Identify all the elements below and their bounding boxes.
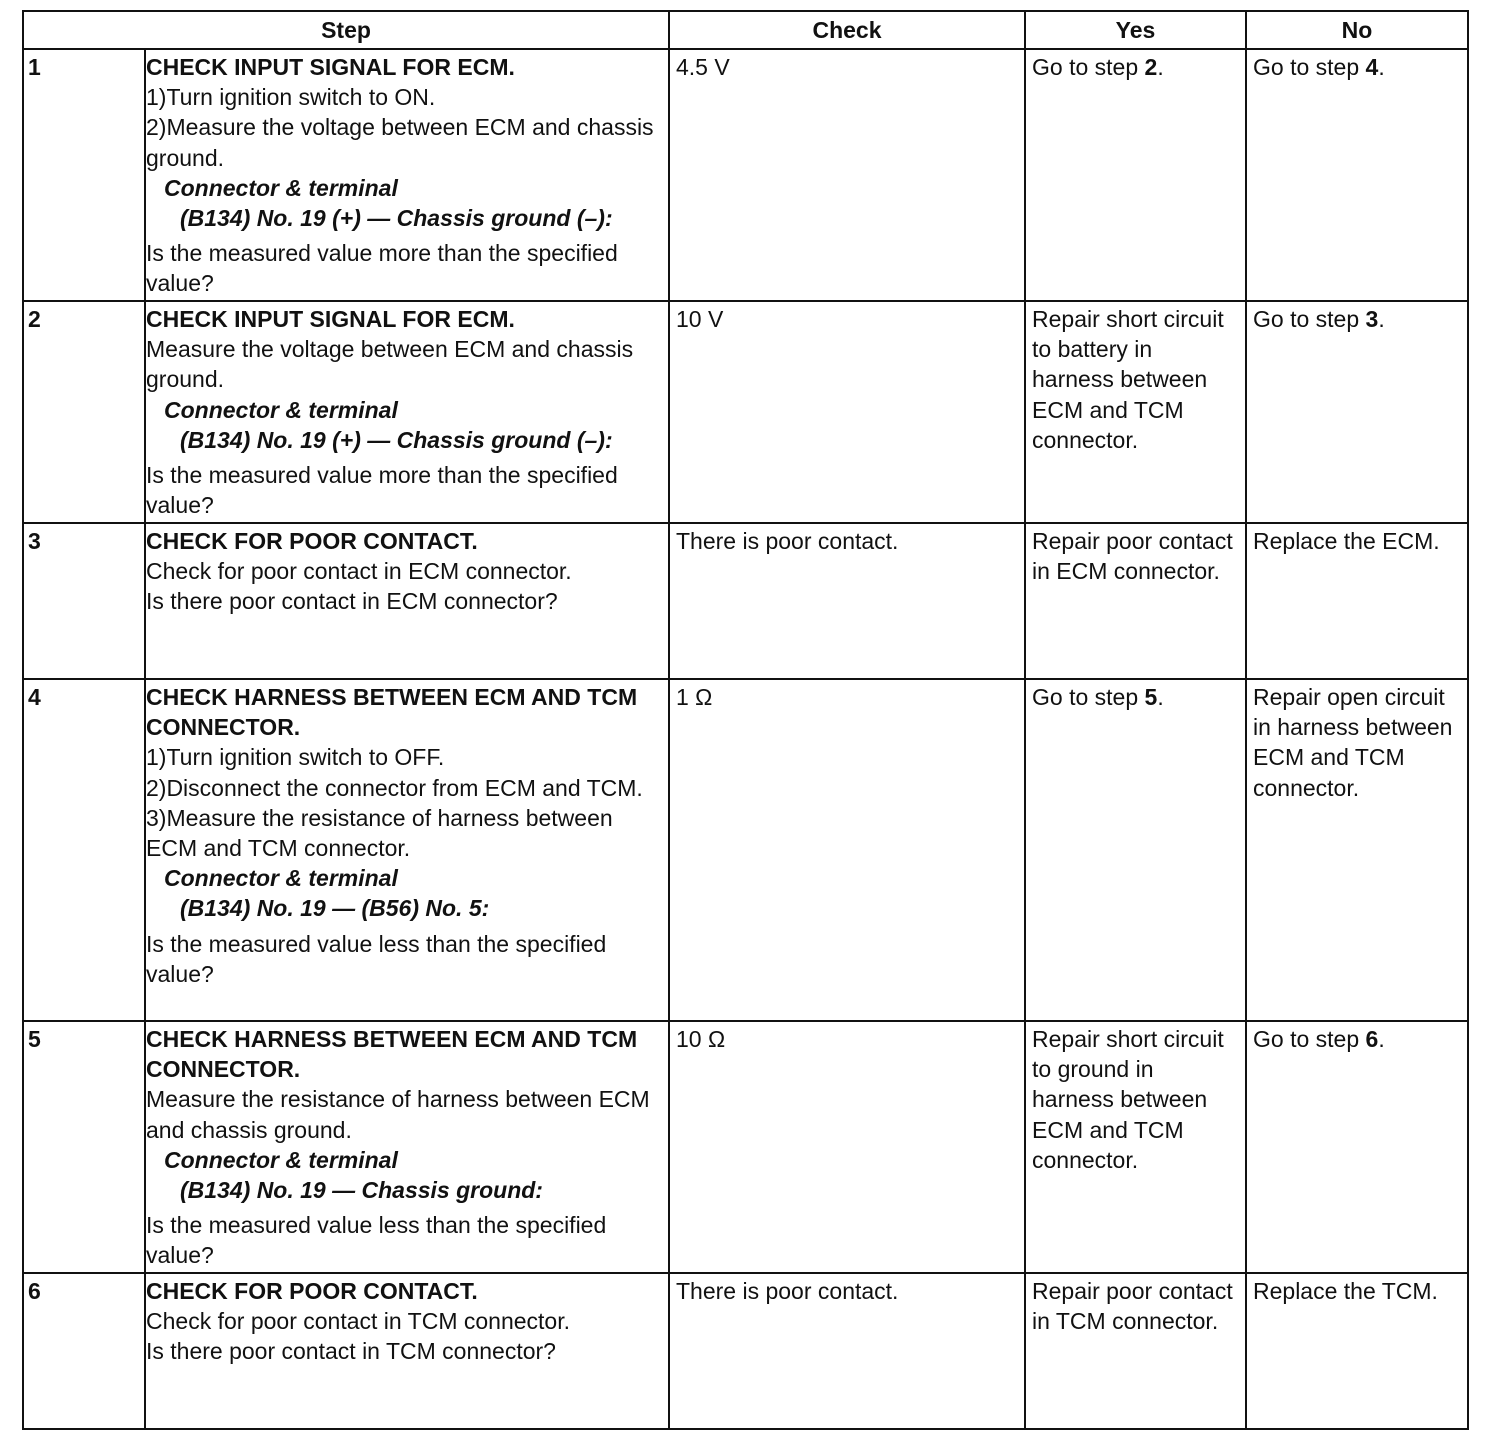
no-step-ref: 6 — [1365, 1026, 1379, 1052]
step-instruction: Check for poor contact in ECM connector. — [146, 558, 572, 585]
table-row — [23, 679, 1468, 1021]
yes-cell — [1025, 523, 1246, 679]
yes-text: Go to step — [1032, 684, 1145, 710]
no-end: . — [1378, 306, 1385, 332]
table-row — [23, 49, 1468, 301]
step-title: CHECK HARNESS BETWEEN ECM AND TCM CONNECTOR. — [146, 684, 638, 741]
table-row — [23, 1021, 1468, 1273]
step-instruction: Measure the voltage between ECM and chassis ground. — [146, 336, 634, 393]
step-question: Is the measured value more than the specified value? — [146, 462, 618, 519]
yes-text: Repair poor contact in TCM connector. — [1032, 1278, 1233, 1335]
step-cell — [145, 679, 669, 1021]
step-title: CHECK INPUT SIGNAL FOR ECM. — [146, 54, 515, 80]
step-number: 4 — [23, 679, 145, 1021]
check-value: 10 Ω — [669, 1021, 1025, 1273]
no-cell — [1246, 301, 1468, 523]
connector-terminal: (B134) No. 19 (+) — Chassis ground (–): — [180, 426, 613, 453]
header-no: No — [1246, 11, 1468, 49]
step-title: CHECK HARNESS BETWEEN ECM AND TCM CONNECTOR. — [146, 1026, 638, 1083]
no-text: Go to step — [1253, 1026, 1366, 1052]
no-cell — [1246, 679, 1468, 1021]
step-cell — [145, 301, 669, 523]
connector-label: Connector & terminal — [164, 396, 398, 423]
step-cell — [145, 1273, 669, 1429]
no-text: Go to step — [1253, 54, 1366, 80]
yes-text: Repair poor contact in ECM connector. — [1032, 528, 1233, 585]
yes-text: Repair short circuit to ground in harness between ECM and TCM connector. — [1032, 1026, 1224, 1173]
yes-text: Go to step — [1032, 54, 1145, 80]
step-instruction: 1)Turn ignition switch to ON. — [146, 84, 436, 111]
check-value: There is poor contact. — [669, 1273, 1025, 1429]
header-step: Step — [23, 11, 669, 49]
step-question: Is the measured value less than the specified value? — [146, 1212, 607, 1269]
table-row — [23, 523, 1468, 679]
yes-cell — [1025, 301, 1246, 523]
step-instruction: 2)Disconnect the connector from ECM and TCM. — [146, 774, 643, 801]
header-check: Check — [669, 11, 1025, 49]
step-title: CHECK INPUT SIGNAL FOR ECM. — [146, 306, 515, 332]
no-cell — [1246, 1273, 1468, 1429]
no-end: . — [1378, 54, 1385, 80]
diagnostic-table — [22, 10, 1469, 1430]
no-cell — [1246, 1021, 1468, 1273]
connector-label: Connector & terminal — [164, 865, 398, 892]
yes-step-ref: 5 — [1144, 684, 1158, 710]
step-instruction: Check for poor contact in TCM connector. — [146, 1308, 570, 1335]
step-question: Is the measured value less than the specified value? — [146, 930, 607, 987]
step-number: 1 — [23, 49, 145, 301]
yes-end: . — [1157, 54, 1164, 80]
step-number: 2 — [23, 301, 145, 523]
yes-step-ref: 2 — [1144, 54, 1158, 80]
connector-terminal: (B134) No. 19 (+) — Chassis ground (–): — [180, 205, 613, 232]
step-cell — [145, 1021, 669, 1273]
step-number: 3 — [23, 523, 145, 679]
no-cell — [1246, 523, 1468, 679]
yes-cell — [1025, 1273, 1246, 1429]
yes-end: . — [1157, 684, 1164, 710]
step-number: 6 — [23, 1273, 145, 1429]
no-text: Repair open circuit in harness between ECM and TCM connector. — [1253, 684, 1453, 801]
check-value: There is poor contact. — [669, 523, 1025, 679]
check-value: 1 Ω — [669, 679, 1025, 1021]
connector-terminal: (B134) No. 19 — (B56) No. 5: — [180, 895, 490, 922]
no-end: . — [1378, 1026, 1385, 1052]
yes-cell — [1025, 679, 1246, 1021]
table-row — [23, 301, 1468, 523]
step-title: CHECK FOR POOR CONTACT. — [146, 1278, 478, 1304]
step-instruction: 1)Turn ignition switch to OFF. — [146, 744, 445, 771]
no-cell — [1246, 49, 1468, 301]
step-instruction: Measure the resistance of harness between ECM and chassis ground. — [146, 1086, 650, 1143]
no-step-ref: 3 — [1365, 306, 1379, 332]
header-row — [23, 11, 1468, 49]
step-title: CHECK FOR POOR CONTACT. — [146, 528, 478, 554]
no-text: Replace the ECM. — [1253, 528, 1440, 554]
no-text: Go to step — [1253, 306, 1366, 332]
check-value: 10 V — [669, 301, 1025, 523]
connector-label: Connector & terminal — [164, 1146, 398, 1173]
step-cell — [145, 523, 669, 679]
step-question: Is the measured value more than the specified value? — [146, 240, 618, 297]
header-yes: Yes — [1025, 11, 1246, 49]
connector-terminal: (B134) No. 19 — Chassis ground: — [180, 1177, 543, 1204]
yes-cell — [1025, 1021, 1246, 1273]
yes-text: Repair short circuit to battery in harness between ECM and TCM connector. — [1032, 306, 1224, 453]
step-instruction: Is there poor contact in TCM connector? — [146, 1338, 556, 1365]
step-cell — [145, 49, 669, 301]
step-instruction: 3)Measure the resistance of harness between ECM and TCM connector. — [146, 804, 613, 862]
step-instruction: Is there poor contact in ECM connector? — [146, 588, 558, 615]
table-row — [23, 1273, 1468, 1429]
no-step-ref: 4 — [1365, 54, 1379, 80]
no-text: Replace the TCM. — [1253, 1278, 1438, 1304]
yes-cell — [1025, 49, 1246, 301]
check-value: 4.5 V — [669, 49, 1025, 301]
step-number: 5 — [23, 1021, 145, 1273]
step-instruction: 2)Measure the voltage between ECM and chassis ground. — [146, 114, 654, 171]
connector-label: Connector & terminal — [164, 174, 398, 201]
